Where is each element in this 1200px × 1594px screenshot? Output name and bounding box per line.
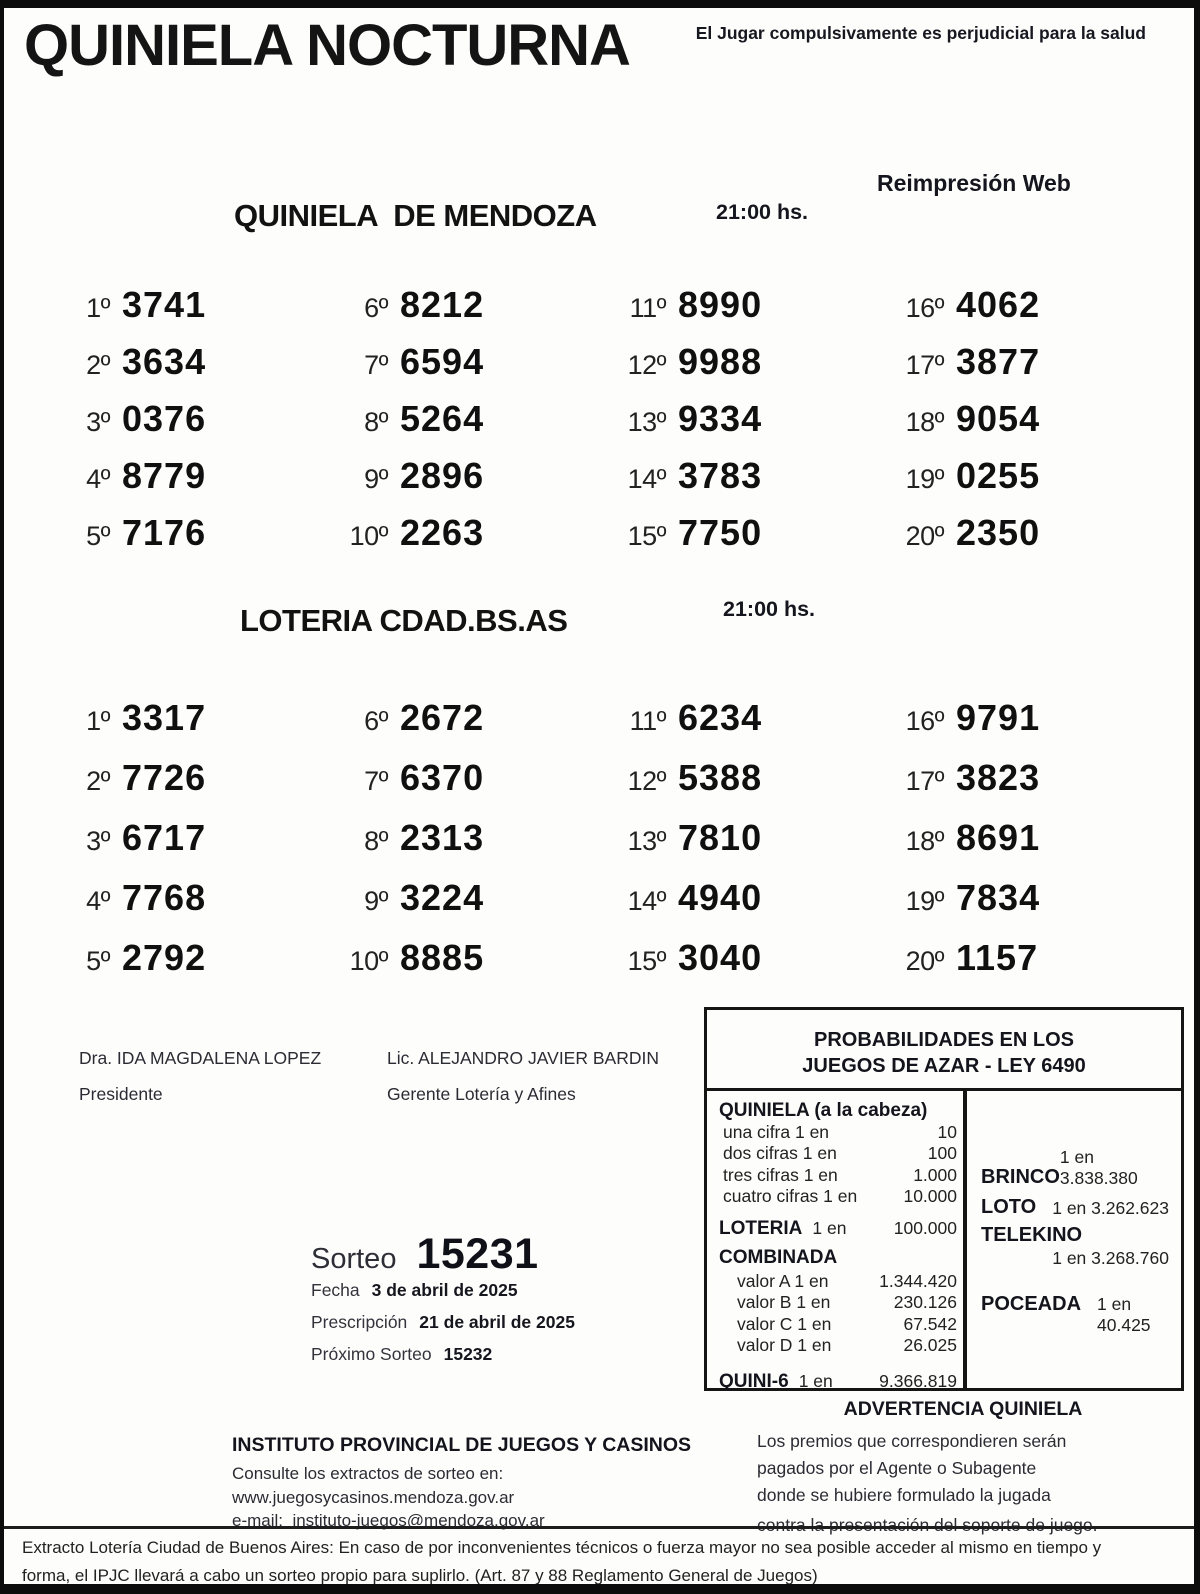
odds-value: 10 [937, 1121, 957, 1142]
result-number: 7750 [678, 511, 763, 553]
odds-value: 230.126 [893, 1292, 957, 1312]
odds-row [719, 1292, 957, 1314]
page-title: QUINIELA NOCTURNA [24, 13, 630, 78]
result-position: 17º [905, 766, 944, 796]
result-position: 9º [364, 886, 388, 916]
result-number: 7176 [122, 511, 207, 553]
result-number: 9988 [678, 340, 763, 382]
advertencia-line: pagados por el Agente o Subagente [757, 1457, 1037, 1478]
result-number: 9334 [678, 397, 763, 439]
result-row [878, 455, 1156, 497]
result-row [44, 697, 322, 739]
result-row [878, 512, 1156, 554]
quiniela-odds-header: QUINIELA (a la cabeza) [719, 1100, 928, 1121]
odds-label: cuatro cifras 1 en [723, 1186, 858, 1206]
odds-label: una cifra 1 en [723, 1121, 830, 1142]
loteria-odds-row [719, 1218, 957, 1240]
odds-value: 1.344.420 [879, 1270, 957, 1291]
draw-meta [311, 1280, 575, 1376]
result-number: 8691 [956, 817, 1041, 858]
probabilities-left-column [707, 1091, 967, 1392]
odds-label: valor C 1 en [737, 1313, 832, 1334]
result-number: 6370 [400, 757, 485, 798]
result-row [44, 341, 322, 383]
advertencia-block [749, 1398, 1177, 1539]
bsas-results-grid [44, 688, 1156, 988]
result-position: 1º [86, 706, 110, 736]
result-row [600, 398, 878, 440]
brinco-odds-label: BRINCO [981, 1166, 1060, 1188]
mendoza-results-grid [44, 276, 1156, 561]
proximo-sorteo-row [311, 1344, 575, 1376]
result-number: 3823 [956, 757, 1041, 798]
advertencia-line: donde se hubiere formulado la jugada [757, 1484, 1051, 1505]
result-row [878, 398, 1156, 440]
loto-odds-label: LOTO [981, 1196, 1037, 1218]
result-row [44, 455, 322, 497]
result-row [878, 877, 1156, 919]
advertencia-title: ADVERTENCIA QUINIELA [843, 1398, 1083, 1420]
odds-value: 26.025 [903, 1335, 957, 1355]
result-number: 2896 [400, 454, 485, 496]
probabilities-right-column [967, 1091, 1181, 1388]
odds-value: 1.000 [913, 1164, 957, 1185]
bsas-section-title: LOTERIA CDAD.BS.AS [240, 603, 568, 638]
result-row [600, 697, 878, 739]
result-position: 3º [86, 406, 110, 437]
odds-label: valor A 1 en [737, 1270, 829, 1291]
loto-odds-value: 1 en 3.262.623 [1052, 1198, 1169, 1218]
result-number: 8779 [122, 454, 207, 496]
result-position: 8º [364, 406, 388, 437]
signature-left-name: Dra. IDA MAGDALENA LOPEZ [79, 1048, 322, 1068]
result-row [44, 877, 322, 919]
result-row [878, 284, 1156, 326]
result-number: 6594 [400, 340, 485, 382]
instituto-block [232, 1434, 691, 1533]
combinada-odds-header: COMBINADA [719, 1247, 838, 1268]
result-position: 18º [905, 826, 944, 856]
probabilities-title-line2: JUEGOS DE AZAR - LEY 6490 [802, 1055, 1086, 1077]
result-row [44, 757, 322, 799]
result-position: 12º [627, 766, 666, 796]
result-row [322, 284, 600, 326]
result-number: 3317 [122, 697, 207, 738]
result-row [322, 757, 600, 799]
odds-row [719, 1271, 957, 1293]
health-warning-text: El Jugar compulsivamente es perjudicial para la salud [695, 23, 1146, 43]
result-position: 9º [364, 463, 388, 494]
odds-row [719, 1122, 957, 1144]
result-row [878, 757, 1156, 799]
result-position: 8º [364, 826, 388, 856]
result-number: 2263 [400, 511, 485, 553]
result-number: 4940 [678, 877, 763, 918]
result-row [600, 455, 878, 497]
result-number: 0255 [956, 454, 1041, 496]
result-position: 17º [905, 349, 944, 380]
odds-label: valor D 1 en [737, 1335, 832, 1355]
result-row [600, 512, 878, 554]
result-row [878, 341, 1156, 383]
result-position: 19º [905, 886, 944, 916]
result-row [878, 937, 1156, 979]
result-position: 16º [905, 292, 944, 323]
result-position: 15º [627, 946, 666, 976]
result-number: 7768 [122, 877, 207, 918]
result-position: 13º [627, 406, 666, 437]
brinco-odds-row [981, 1147, 1169, 1189]
sorteo-row [311, 1230, 539, 1279]
result-row [878, 697, 1156, 739]
result-row [322, 697, 600, 739]
probabilities-title [707, 1010, 1181, 1091]
proximo-sorteo-label: Próximo Sorteo [311, 1344, 432, 1364]
odds-value: 10.000 [903, 1186, 957, 1206]
result-position: 1º [86, 292, 110, 323]
result-position: 14º [627, 463, 666, 494]
footer-line: forma, el IPJC llevará a cabo un sorteo propio para suplirlo. (Art. 87 y 88 Reglamento General de Juegos) [22, 1565, 818, 1585]
result-row [322, 455, 600, 497]
poceada-odds-label: POCEADA [981, 1293, 1082, 1315]
advertencia-line: contra la presentación del soporte de juego. [757, 1515, 1098, 1536]
result-row [878, 817, 1156, 859]
footer-line: Extracto Lotería Ciudad de Buenos Aires: En caso de por inconvenientes técnicos o fuerza mayor no sea posible acceder al mismo en tiempo y [22, 1538, 1102, 1557]
instituto-email: e-mail: instituto-juegos@mendoza.gov.ar [232, 1511, 545, 1531]
result-position: 2º [86, 766, 110, 796]
result-position: 10º [349, 946, 388, 976]
result-position: 18º [905, 406, 944, 437]
odds-row [719, 1314, 957, 1336]
signature-right-role: Gerente Lotería y Afines [387, 1084, 576, 1104]
result-number: 2672 [400, 697, 485, 738]
fecha-label: Fecha [311, 1280, 360, 1300]
result-position: 13º [627, 826, 666, 856]
result-position: 10º [349, 520, 388, 551]
result-number: 6234 [678, 697, 763, 738]
result-position: 4º [86, 886, 110, 916]
mendoza-section-title: QUINIELA DE MENDOZA [234, 198, 597, 233]
poceada-odds-value: 1 en 40.425 [1097, 1294, 1151, 1335]
odds-row [719, 1335, 957, 1357]
probabilities-body [707, 1091, 1181, 1392]
result-number: 6717 [122, 817, 207, 858]
odds-value: 67.542 [903, 1313, 957, 1334]
loteria-odds-value: 100.000 [893, 1217, 957, 1238]
result-number: 8212 [400, 283, 485, 325]
odds-label: valor B 1 en [737, 1292, 831, 1312]
result-number: 3634 [122, 340, 207, 382]
result-number: 7834 [956, 877, 1041, 918]
quini6-odds-value: 9.366.819 [879, 1370, 957, 1391]
mendoza-draw-time: 21:00 hs. [716, 200, 809, 224]
result-row [44, 512, 322, 554]
result-position: 14º [627, 886, 666, 916]
loto-odds-row [981, 1196, 1169, 1219]
quini6-odds-mid: 1 en [798, 1370, 833, 1391]
proximo-sorteo-value: 15232 [443, 1344, 493, 1364]
poceada-odds-row [981, 1293, 1169, 1336]
result-position: 6º [364, 706, 388, 736]
sorteo-label: Sorteo [311, 1243, 397, 1275]
result-row [322, 817, 600, 859]
reprint-web-label: Reimpresión Web [877, 170, 1071, 196]
result-row [600, 937, 878, 979]
result-row [600, 817, 878, 859]
result-row [44, 937, 322, 979]
result-position: 3º [86, 826, 110, 856]
odds-row [719, 1143, 957, 1165]
result-position: 4º [86, 463, 110, 494]
bsas-draw-time: 21:00 hs. [723, 597, 816, 621]
telekino-odds-value: 1 en 3.268.760 [1052, 1248, 1169, 1268]
result-number: 3741 [122, 283, 207, 325]
result-number: 9791 [956, 697, 1041, 738]
result-row [322, 512, 600, 554]
result-position: 20º [905, 520, 944, 551]
result-position: 11º [629, 706, 666, 736]
probabilities-title-line1: PROBABILIDADES EN LOS [813, 1029, 1075, 1051]
result-number: 3040 [678, 937, 763, 978]
fecha-value: 3 de abril de 2025 [371, 1280, 518, 1300]
quini6-odds-row [719, 1371, 957, 1393]
instituto-consult-line: Consulte los extractos de sorteo en: [232, 1464, 504, 1483]
result-position: 19º [905, 463, 944, 494]
prescripcion-row [311, 1312, 575, 1344]
signature-left-role: Presidente [79, 1084, 163, 1104]
result-number: 8990 [678, 283, 763, 325]
result-row [322, 341, 600, 383]
brinco-odds-value: 1 en 3.838.380 [1059, 1147, 1138, 1188]
result-number: 2792 [122, 937, 207, 978]
loteria-odds-label: LOTERIA [719, 1217, 803, 1239]
telekino-odds-label: TELEKINO [981, 1224, 1083, 1246]
quini6-odds-label: QUINI-6 [719, 1370, 789, 1392]
result-number: 5388 [678, 757, 763, 798]
result-number: 3877 [956, 340, 1041, 382]
result-row [600, 341, 878, 383]
result-number: 1157 [956, 937, 1039, 978]
result-number: 2350 [956, 511, 1041, 553]
instituto-website: www.juegosycasinos.mendoza.gov.ar [232, 1487, 515, 1507]
prescripcion-label: Prescripción [311, 1312, 408, 1332]
probabilities-box [704, 1007, 1184, 1391]
result-position: 12º [627, 349, 666, 380]
telekino-odds-row [981, 1224, 1169, 1269]
footer-divider [4, 1526, 1194, 1529]
result-position: 7º [364, 349, 388, 380]
odds-row [719, 1165, 957, 1187]
result-position: 2º [86, 349, 110, 380]
result-row [322, 398, 600, 440]
result-number: 5264 [400, 397, 485, 439]
advertencia-line: Los premios que correspondieren serán [757, 1431, 1067, 1451]
result-position: 5º [86, 946, 110, 976]
result-number: 3783 [678, 454, 763, 496]
result-row [600, 757, 878, 799]
result-number: 4062 [956, 283, 1041, 325]
result-position: 7º [364, 766, 388, 796]
result-number: 7726 [122, 757, 207, 798]
result-row [322, 877, 600, 919]
result-number: 0376 [122, 397, 207, 439]
result-position: 16º [905, 706, 944, 736]
result-number: 2313 [400, 817, 485, 858]
sorteo-number: 15231 [416, 1230, 539, 1278]
result-row [600, 284, 878, 326]
result-row [322, 937, 600, 979]
result-number: 8885 [400, 937, 485, 978]
result-number: 9054 [956, 397, 1041, 439]
odds-row [719, 1186, 957, 1208]
odds-value: 100 [927, 1143, 957, 1163]
result-row [600, 877, 878, 919]
instituto-name: INSTITUTO PROVINCIAL DE JUEGOS Y CASINOS [232, 1434, 692, 1456]
result-number: 3224 [400, 877, 485, 918]
result-position: 6º [364, 292, 388, 323]
fecha-row [311, 1280, 575, 1312]
result-position: 15º [627, 520, 666, 551]
result-row [44, 817, 322, 859]
footer-note [22, 1534, 1180, 1589]
odds-label: dos cifras 1 en [723, 1143, 837, 1163]
loteria-odds-mid: 1 en [812, 1217, 847, 1238]
signature-right-name: Lic. ALEJANDRO JAVIER BARDIN [387, 1048, 659, 1068]
result-position: 20º [905, 946, 944, 976]
result-position: 11º [629, 292, 666, 323]
result-row [44, 398, 322, 440]
odds-label: tres cifras 1 en [723, 1164, 838, 1185]
prescripcion-value: 21 de abril de 2025 [419, 1312, 575, 1332]
result-number: 7810 [678, 817, 763, 858]
result-row [44, 284, 322, 326]
result-position: 5º [86, 520, 110, 551]
